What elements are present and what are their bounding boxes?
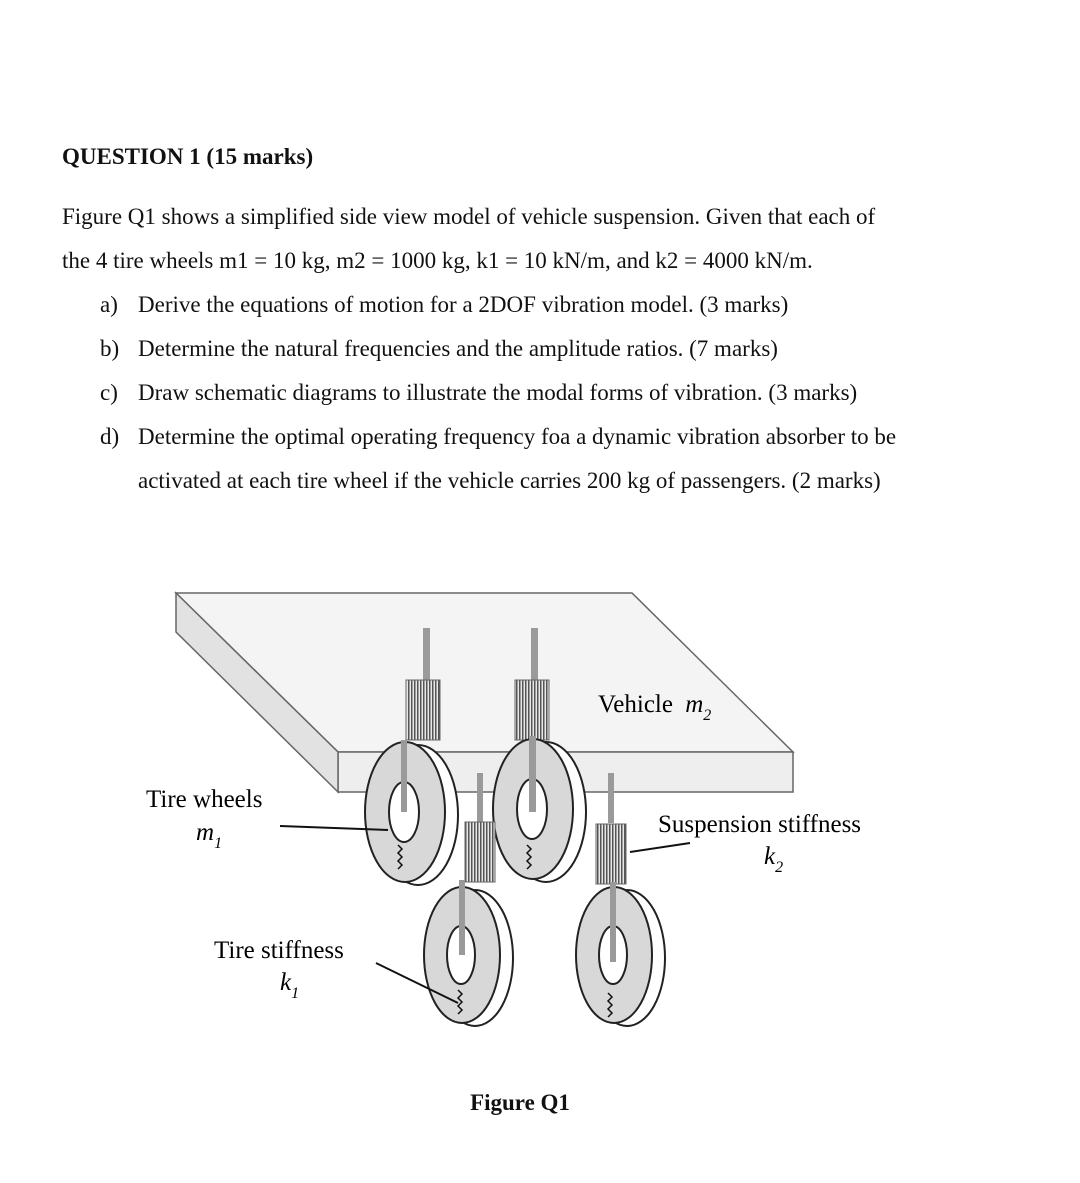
part-c — [100, 380, 857, 406]
part-d-label: d) — [100, 424, 120, 449]
tire-wheels-symbol: $m_1$ — [196, 819, 223, 852]
part-b — [100, 336, 778, 362]
part-d-text: Determine the optimal operating frequency foa a dynamic vibration absorber to be — [138, 424, 897, 449]
part-d-continued: activated at each tire wheel if the vehicle carries 200 kg of passengers. (2 marks) — [138, 468, 881, 493]
intro-line-1: Figure Q1 shows a simplified side view model of vehicle suspension. Given that each of — [62, 204, 876, 229]
vehicle-label: Vehicle $m_2$ — [598, 691, 712, 724]
part-c-text: Draw schematic diagrams to illustrate the modal forms of vibration. (3 marks) — [138, 380, 858, 405]
part-b-text: Determine the natural frequencies and the amplitude ratios. (7 marks) — [138, 336, 778, 361]
part-a — [100, 292, 788, 318]
part-d — [100, 424, 896, 450]
tire-wheels-label: Tire wheels — [146, 786, 263, 813]
tire-stiffness-label: Tire stiffness — [214, 937, 344, 964]
front-wheel-left — [424, 880, 513, 1026]
part-c-label: c) — [100, 380, 118, 405]
tire-stiffness-symbol: $k_1$ — [280, 969, 300, 1002]
suspension-symbol: $k_2$ — [764, 843, 784, 876]
rear-wheel-right — [493, 736, 586, 882]
part-b-label: b) — [100, 336, 120, 361]
question-title: QUESTION 1 (15 marks) — [62, 144, 314, 169]
suspension-leader — [630, 843, 690, 852]
rear-wheel-left — [365, 740, 458, 885]
figure-caption: Figure Q1 — [470, 1090, 570, 1115]
suspension-figure — [0, 560, 1080, 1120]
front-wheel-right — [576, 882, 665, 1026]
intro-line-2: the 4 tire wheels m1 = 10 kg, m2 = 1000 kg, k1 = 10 kN/m, and k2 = 4000 kN/m. — [62, 248, 813, 273]
suspension-label: Suspension stiffness — [658, 811, 862, 838]
part-a-label: a) — [100, 292, 118, 317]
part-a-text: Derive the equations of motion for a 2DOF vibration model. (3 marks) — [138, 292, 789, 317]
